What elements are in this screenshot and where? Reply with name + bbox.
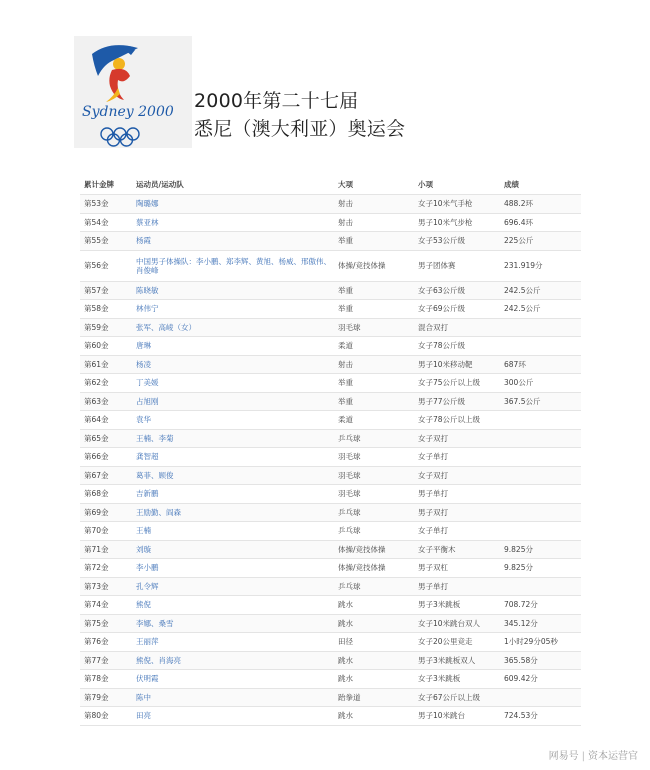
athlete-cell[interactable]: 陈晓敏	[132, 281, 334, 300]
column-header: 小项	[414, 175, 500, 195]
athlete-cell[interactable]: 龚智超	[132, 448, 334, 467]
athlete-cell[interactable]: 王楠、李菊	[132, 429, 334, 448]
athlete-cell[interactable]: 吉新鹏	[132, 485, 334, 504]
athlete-cell[interactable]: 王励勤、阎森	[132, 503, 334, 522]
result-cell: 242.5公斤	[500, 281, 581, 300]
result-cell	[500, 485, 581, 504]
sport-cell: 举重	[334, 392, 414, 411]
result-cell	[500, 448, 581, 467]
table-row	[80, 707, 581, 726]
athlete-cell[interactable]: 李小鹏	[132, 559, 334, 578]
logo-sydney-text: Sydney 2000	[82, 104, 174, 120]
table-row	[80, 374, 581, 393]
event-cell: 女子20公里竞走	[414, 633, 500, 652]
sport-cell: 田径	[334, 633, 414, 652]
event-cell: 女子3米跳板	[414, 670, 500, 689]
sport-cell: 乒乓球	[334, 577, 414, 596]
event-cell: 男子双打	[414, 503, 500, 522]
page-title-line2: 悉尼（澳大利亚）奥运会	[194, 118, 406, 140]
athlete-cell[interactable]: 中国男子体操队：李小鹏、郑李辉、黄旭、杨威、邢傲伟、肖俊峰	[132, 250, 334, 281]
athlete-cell[interactable]: 占旭刚	[132, 392, 334, 411]
sport-cell: 举重	[334, 281, 414, 300]
sport-cell: 举重	[334, 300, 414, 319]
event-cell: 女子78公斤级	[414, 337, 500, 356]
result-cell: 696.4环	[500, 213, 581, 232]
table-row	[80, 448, 581, 467]
table-row	[80, 466, 581, 485]
table-row	[80, 503, 581, 522]
medal-number-cell: 第61金	[80, 355, 132, 374]
sport-cell: 体操/竞技体操	[334, 250, 414, 281]
medal-number-cell: 第75金	[80, 614, 132, 633]
medal-number-cell: 第55金	[80, 232, 132, 251]
logo-sun	[113, 58, 125, 70]
column-header: 大项	[334, 175, 414, 195]
result-cell	[500, 429, 581, 448]
sport-cell: 柔道	[334, 411, 414, 430]
result-cell	[500, 466, 581, 485]
table-row	[80, 577, 581, 596]
event-cell: 女子单打	[414, 522, 500, 541]
sport-cell: 举重	[334, 232, 414, 251]
athlete-cell[interactable]: 孔令辉	[132, 577, 334, 596]
event-cell: 男子10米跳台	[414, 707, 500, 726]
event-cell: 男子3米跳板双人	[414, 651, 500, 670]
table-row	[80, 633, 581, 652]
medal-number-cell: 第80金	[80, 707, 132, 726]
event-cell: 女子69公斤级	[414, 300, 500, 319]
result-cell: 724.53分	[500, 707, 581, 726]
sport-cell: 射击	[334, 355, 414, 374]
athlete-cell[interactable]: 蔡亚林	[132, 213, 334, 232]
medal-number-cell: 第70金	[80, 522, 132, 541]
sport-cell: 跳水	[334, 651, 414, 670]
athlete-cell[interactable]: 杨凌	[132, 355, 334, 374]
sport-cell: 乒乓球	[334, 522, 414, 541]
medal-number-cell: 第79金	[80, 688, 132, 707]
event-cell: 女子67公斤以上级	[414, 688, 500, 707]
athlete-cell[interactable]: 唐琳	[132, 337, 334, 356]
page-title-line1: 2000年第二十七届	[194, 90, 359, 112]
medal-number-cell: 第76金	[80, 633, 132, 652]
athlete-cell[interactable]: 刘璇	[132, 540, 334, 559]
table-row	[80, 195, 581, 214]
table-row	[80, 559, 581, 578]
medal-number-cell: 第68金	[80, 485, 132, 504]
medal-number-cell: 第57金	[80, 281, 132, 300]
medal-number-cell: 第71金	[80, 540, 132, 559]
event-cell: 女子75公斤以上级	[414, 374, 500, 393]
result-cell	[500, 337, 581, 356]
medal-number-cell: 第78金	[80, 670, 132, 689]
event-cell: 女子53公斤级	[414, 232, 500, 251]
table-row	[80, 250, 581, 281]
event-cell: 男子双杠	[414, 559, 500, 578]
sport-cell: 乒乓球	[334, 503, 414, 522]
event-cell: 女子平衡木	[414, 540, 500, 559]
medal-number-cell: 第56金	[80, 250, 132, 281]
footer-watermark	[549, 747, 638, 762]
table-row	[80, 485, 581, 504]
athlete-cell[interactable]: 杨霞	[132, 232, 334, 251]
result-cell	[500, 522, 581, 541]
athlete-cell[interactable]: 林伟宁	[132, 300, 334, 319]
column-header: 运动员/运动队	[132, 175, 334, 195]
athlete-cell[interactable]: 陈中	[132, 688, 334, 707]
result-cell	[500, 688, 581, 707]
medal-number-cell: 第54金	[80, 213, 132, 232]
sport-cell: 羽毛球	[334, 485, 414, 504]
logo-torch-body	[109, 69, 130, 100]
athlete-cell[interactable]: 王楠	[132, 522, 334, 541]
sport-cell: 射击	[334, 195, 414, 214]
medal-number-cell: 第62金	[80, 374, 132, 393]
event-cell: 男子团体赛	[414, 250, 500, 281]
medal-number-cell: 第73金	[80, 577, 132, 596]
athlete-cell[interactable]: 张军、高崚（女）	[132, 318, 334, 337]
athlete-cell[interactable]: 伏明霞	[132, 670, 334, 689]
column-header: 成绩	[500, 175, 581, 195]
result-cell	[500, 577, 581, 596]
sport-cell: 跳水	[334, 670, 414, 689]
sport-cell: 跳水	[334, 614, 414, 633]
medal-number-cell: 第63金	[80, 392, 132, 411]
table-row	[80, 670, 581, 689]
result-cell: 231.919分	[500, 250, 581, 281]
table-row	[80, 596, 581, 615]
event-cell: 女子10米跳台双人	[414, 614, 500, 633]
sport-cell: 柔道	[334, 337, 414, 356]
table-row	[80, 281, 581, 300]
medal-number-cell: 第77金	[80, 651, 132, 670]
table-row	[80, 411, 581, 430]
olympic-logo	[74, 36, 192, 148]
column-header: 累计金牌	[80, 175, 132, 195]
result-cell: 488.2环	[500, 195, 581, 214]
sport-cell: 举重	[334, 374, 414, 393]
table-body	[80, 195, 581, 726]
footer-separator: |	[581, 751, 585, 762]
athlete-cell[interactable]: 葛菲、顾俊	[132, 466, 334, 485]
athlete-cell[interactable]: 熊倪、肖海亮	[132, 651, 334, 670]
event-cell: 女子单打	[414, 448, 500, 467]
table-row	[80, 688, 581, 707]
event-cell: 男子单打	[414, 577, 500, 596]
sport-cell: 跆拳道	[334, 688, 414, 707]
sport-cell: 射击	[334, 213, 414, 232]
event-cell: 女子10米气手枪	[414, 195, 500, 214]
table-row	[80, 614, 581, 633]
result-cell: 1小时29分05秒	[500, 633, 581, 652]
event-cell: 男子单打	[414, 485, 500, 504]
table-row	[80, 337, 581, 356]
gold-medal-table	[80, 175, 581, 726]
event-cell: 男子3米跳板	[414, 596, 500, 615]
result-cell: 9.825分	[500, 559, 581, 578]
table-header-row	[80, 175, 581, 195]
table-row	[80, 522, 581, 541]
result-cell: 687环	[500, 355, 581, 374]
table-row	[80, 429, 581, 448]
medal-number-cell: 第74金	[80, 596, 132, 615]
sport-cell: 体操/竞技体操	[334, 559, 414, 578]
result-cell: 345.12分	[500, 614, 581, 633]
sydney-2000-emblem	[74, 36, 192, 148]
event-cell: 女子双打	[414, 466, 500, 485]
table-row	[80, 651, 581, 670]
athlete-cell[interactable]: 熊倪	[132, 596, 334, 615]
result-cell: 242.5公斤	[500, 300, 581, 319]
result-cell: 365.58分	[500, 651, 581, 670]
sport-cell: 羽毛球	[334, 318, 414, 337]
medal-number-cell: 第69金	[80, 503, 132, 522]
event-cell: 女子78公斤以上级	[414, 411, 500, 430]
result-cell: 9.825分	[500, 540, 581, 559]
athlete-cell[interactable]: 田亮	[132, 707, 334, 726]
result-cell: 225公斤	[500, 232, 581, 251]
table-row	[80, 213, 581, 232]
event-cell: 男子77公斤级	[414, 392, 500, 411]
event-cell: 女子63公斤级	[414, 281, 500, 300]
result-cell: 708.72分	[500, 596, 581, 615]
medal-number-cell: 第67金	[80, 466, 132, 485]
table-row	[80, 392, 581, 411]
medal-number-cell: 第59金	[80, 318, 132, 337]
medal-number-cell: 第53金	[80, 195, 132, 214]
event-cell: 男子10米气步枪	[414, 213, 500, 232]
athlete-cell[interactable]: 陶璐娜	[132, 195, 334, 214]
medal-number-cell: 第72金	[80, 559, 132, 578]
sport-cell: 羽毛球	[334, 448, 414, 467]
result-cell	[500, 318, 581, 337]
table-row	[80, 355, 581, 374]
medal-number-cell: 第65金	[80, 429, 132, 448]
footer-author: 资本运营官	[588, 751, 638, 762]
sport-cell: 跳水	[334, 707, 414, 726]
result-cell: 367.5公斤	[500, 392, 581, 411]
footer-platform: 网易号	[548, 751, 579, 762]
table-row	[80, 232, 581, 251]
athlete-cell[interactable]: 李娜、桑雪	[132, 614, 334, 633]
athlete-cell[interactable]: 袁华	[132, 411, 334, 430]
athlete-cell[interactable]: 丁美媛	[132, 374, 334, 393]
medal-number-cell: 第58金	[80, 300, 132, 319]
medal-number-cell: 第66金	[80, 448, 132, 467]
table-row	[80, 300, 581, 319]
event-cell: 男子10米移动靶	[414, 355, 500, 374]
medal-number-cell: 第64金	[80, 411, 132, 430]
sport-cell: 跳水	[334, 596, 414, 615]
sport-cell: 体操/竞技体操	[334, 540, 414, 559]
sport-cell: 羽毛球	[334, 466, 414, 485]
result-cell	[500, 411, 581, 430]
athlete-cell[interactable]: 王丽萍	[132, 633, 334, 652]
event-cell: 混合双打	[414, 318, 500, 337]
table-row	[80, 318, 581, 337]
medal-number-cell: 第60金	[80, 337, 132, 356]
result-cell: 609.42分	[500, 670, 581, 689]
table-row	[80, 540, 581, 559]
event-cell: 女子双打	[414, 429, 500, 448]
sport-cell: 乒乓球	[334, 429, 414, 448]
result-cell	[500, 503, 581, 522]
result-cell: 300公斤	[500, 374, 581, 393]
